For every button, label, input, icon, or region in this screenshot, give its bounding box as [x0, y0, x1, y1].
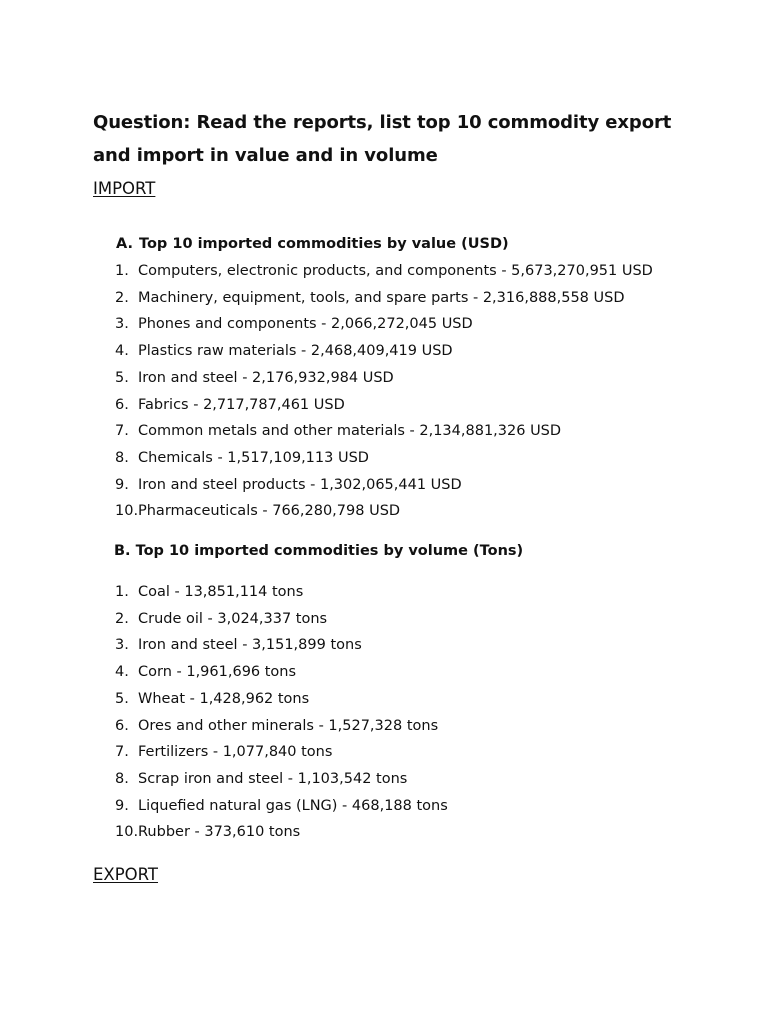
- item-text: Scrap iron and steel - 1,103,542 tons: [138, 770, 408, 787]
- question-heading: [93, 106, 693, 172]
- item-text: Rubber - 373,610 tons: [138, 824, 301, 841]
- list-item: [93, 472, 693, 499]
- item-text: Fertilizers - 1,077,840 tons: [138, 744, 333, 761]
- item-text: Iron and steel - 2,176,932,984 USD: [138, 369, 394, 386]
- item-number: 9.: [115, 797, 129, 814]
- item-number: 8.: [115, 449, 129, 466]
- item-text: Computers, electronic products, and components - 5,673,270,951 USD: [138, 263, 653, 279]
- item-text: Machinery, equipment, tools, and spare parts - 2,316,888,558 USD: [138, 289, 625, 306]
- list-item: [93, 632, 693, 659]
- list-item: [93, 418, 693, 445]
- import-by-value-heading: [93, 234, 693, 254]
- item-number: 7.: [115, 423, 129, 440]
- list-item: [93, 766, 693, 793]
- list-item: [93, 285, 693, 312]
- list-item: [93, 793, 693, 820]
- item-text: Corn - 1,961,696 tons: [138, 664, 297, 681]
- item-text: Pharmaceuticals - 766,280,798 USD: [138, 503, 401, 520]
- item-text: Wheat - 1,428,962 tons: [138, 690, 310, 707]
- list-item: [93, 579, 693, 606]
- import-by-value-marker: A.: [116, 236, 133, 252]
- item-text: Ores and other minerals - 1,527,328 tons: [138, 717, 439, 734]
- item-number: 5.: [115, 690, 129, 707]
- item-text: Iron and steel products - 1,302,065,441 USD: [138, 476, 462, 493]
- import-by-value-list: [93, 258, 693, 525]
- item-number: 5.: [115, 369, 129, 386]
- item-number: 10.: [115, 503, 139, 520]
- list-item: [93, 659, 693, 686]
- item-number: 7.: [115, 744, 129, 761]
- list-item: [93, 739, 693, 766]
- list-item: [93, 819, 693, 846]
- import-heading: IMPORT: [93, 179, 156, 198]
- list-item: [93, 445, 693, 472]
- export-heading: EXPORT: [93, 865, 159, 885]
- list-item: [93, 365, 693, 392]
- list-item: [93, 498, 693, 525]
- list-item: [93, 258, 693, 285]
- list-item: [93, 338, 693, 365]
- question-line-2: and import in value and in volume: [93, 145, 438, 166]
- item-text: Chemicals - 1,517,109,113 USD: [138, 449, 369, 466]
- item-number: 2.: [115, 289, 129, 306]
- item-number: 1.: [115, 263, 129, 279]
- list-item: [93, 311, 693, 338]
- item-text: Iron and steel - 3,151,899 tons: [138, 637, 362, 654]
- item-number: 10.: [115, 824, 139, 841]
- item-text: Crude oil - 3,024,337 tons: [138, 610, 328, 627]
- import-by-value-title: Top 10 imported commodities by value (USD): [139, 236, 509, 252]
- item-number: 3.: [115, 637, 129, 654]
- list-item: [93, 686, 693, 713]
- item-number: 8.: [115, 770, 129, 787]
- item-number: 2.: [115, 610, 129, 627]
- item-number: 6.: [115, 396, 129, 413]
- document-page: [93, 106, 693, 887]
- import-by-volume-heading: B. Top 10 imported commodities by volume (Tons): [114, 543, 524, 560]
- item-number: 4.: [115, 343, 129, 360]
- question-line-1: Question: Read the reports, list top 10 commodity export: [93, 112, 672, 133]
- item-number: 9.: [115, 476, 129, 493]
- list-item: [93, 713, 693, 740]
- item-text: Liquefied natural gas (LNG) - 468,188 tons: [138, 797, 448, 814]
- list-item: [93, 392, 693, 419]
- item-text: Phones and components - 2,066,272,045 USD: [138, 316, 473, 333]
- item-number: 4.: [115, 664, 129, 681]
- item-text: Plastics raw materials - 2,468,409,419 USD: [138, 343, 453, 360]
- item-number: 6.: [115, 717, 129, 734]
- item-number: 1.: [115, 584, 129, 601]
- import-by-volume-list: [93, 579, 693, 846]
- list-item: [93, 606, 693, 633]
- item-text: Coal - 13,851,114 tons: [138, 584, 304, 601]
- item-text: Fabrics - 2,717,787,461 USD: [138, 396, 345, 413]
- item-number: 3.: [115, 316, 129, 333]
- item-text: Common metals and other materials - 2,134,881,326 USD: [138, 423, 562, 440]
